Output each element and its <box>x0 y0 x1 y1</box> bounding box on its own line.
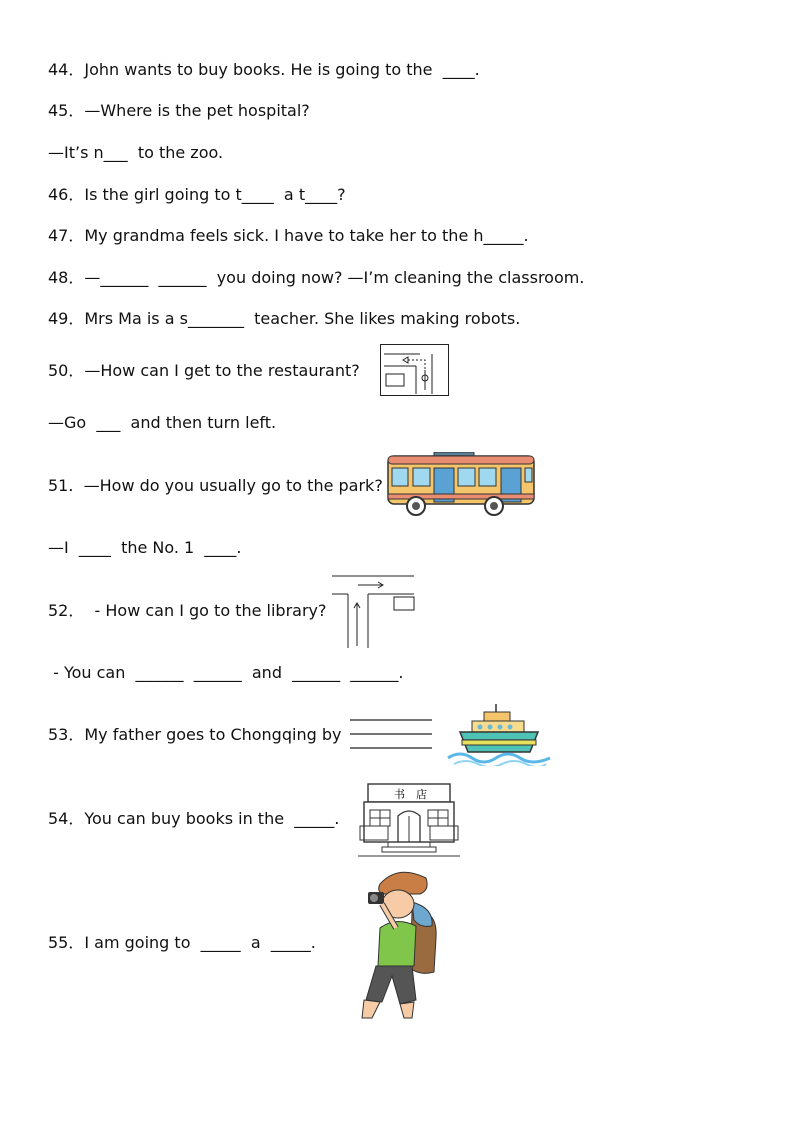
question-47: 47．My grandma feels sick. I have to take her to the h_____. <box>48 226 529 245</box>
bookstore-sign-char: 店 <box>416 788 427 801</box>
ship-icon <box>446 702 552 766</box>
crossroad-map-icon <box>330 572 418 650</box>
bookstore-sign-char: 书 <box>394 788 405 801</box>
question-53: 53．My father goes to Chongqing by <box>48 725 342 744</box>
question-46: 46．Is the girl going to t____ a t____? <box>48 185 346 204</box>
question-54: 54．You can buy books in the _____. <box>48 809 340 828</box>
question-52: 52． - How can I go to the library? <box>48 601 327 620</box>
bookstore-icon <box>358 782 460 858</box>
answer-51: —I ____ the No. 1 ____. <box>48 538 242 557</box>
question-50: 50．—How can I get to the restaurant? <box>48 361 360 380</box>
answer-50: —Go ___ and then turn left. <box>48 413 277 432</box>
question-51: 51. —How do you usually go to the park? <box>48 476 383 495</box>
question-45: 45．—Where is the pet hospital? <box>48 101 310 120</box>
question-49: 49．Mrs Ma is a s_______ teacher. She likes making robots. <box>48 309 521 328</box>
answer-52: - You can ______ ______ and ______ ______. <box>48 663 404 682</box>
route-map-icon <box>380 344 450 396</box>
question-48: 48．—______ ______ you doing now? —I’m cleaning the classroom. <box>48 268 585 287</box>
traveler-photographer-icon <box>350 868 442 1020</box>
bus-icon <box>386 452 538 518</box>
question-55: 55．I am going to _____ a _____. <box>48 933 316 952</box>
answer-lines-53 <box>350 717 436 753</box>
answer-45: —It’s n___ to the zoo. <box>48 143 224 162</box>
question-44: 44．John wants to buy books. He is going to the ____. <box>48 60 480 79</box>
